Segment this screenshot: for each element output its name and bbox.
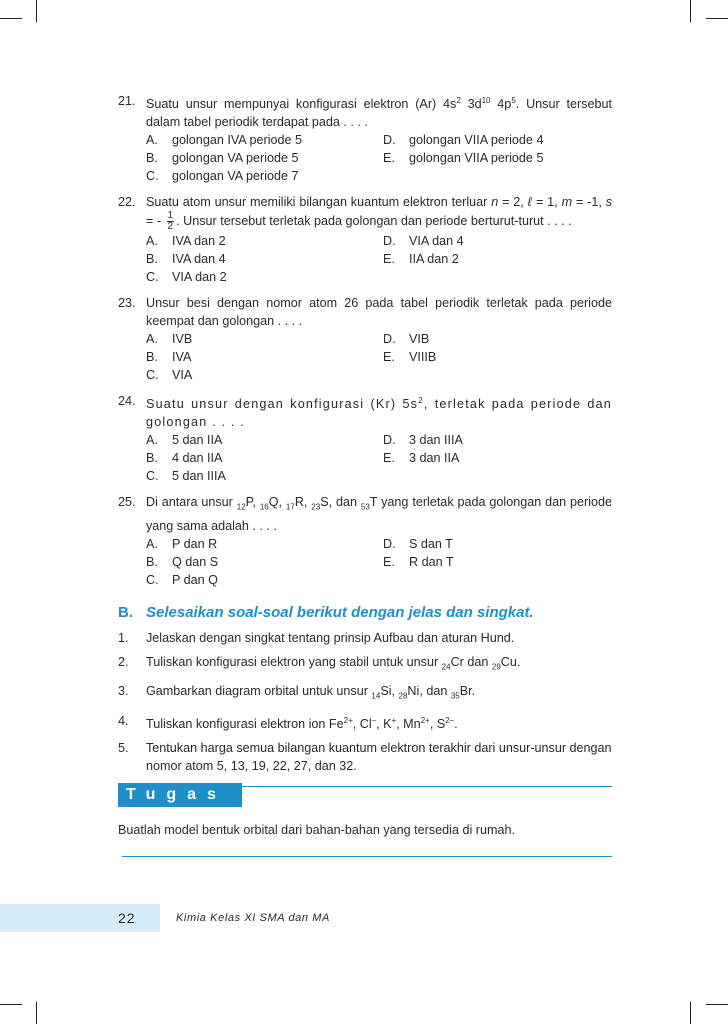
essay-question-2: 2. Tuliskan konfigurasi elektron yang stabil untuk unsur $_{24}$Cr dan $_{29}$Cu. [118,654,521,672]
page-content [118,92,612,857]
crop-mark [690,0,691,22]
tugas-header [118,783,612,809]
question-23 [118,294,612,384]
question-text: Suatu unsur mempunyai konfigurasi elektron (Ar) $4s^2$ $3d^{10}$ $4p^5$. Unsur tersebut dalam tabel periodik terdapat pada . . . . [146,96,612,130]
crop-mark [706,1004,728,1005]
essay-question-4: 4. Tuliskan konfigurasi elektron ion $Fe^{2+}$, Cl–, K+, $Mn^{2+}$, $S^{2-}$. [118,713,458,732]
question-number: 21. [118,94,136,108]
question-21 [118,92,612,185]
crop-mark [0,1004,22,1005]
question-number: 23. [118,296,136,311]
divider [242,786,612,787]
crop-mark [690,1002,691,1024]
divider [122,856,612,857]
options: A. P dan R B. Q dan S C. P dan Q D. S dan T E. R dan T [146,536,454,587]
essay-question-5: 5. Tentukan harga semua bilangan kuantum elektron terakhir dari unsur-unsur dengan nomor atom 5, 13, 19, 22, 27, dan 32. [118,741,612,774]
crop-mark [0,18,22,19]
options: A. IVA dan 2 B. IVA dan 4 C. VIA dan 2 D. VIA dan 4 E. IIA dan 2 [146,234,464,285]
question-24 [118,392,612,485]
crop-mark [36,1002,37,1024]
options: A. IVB B. IVA C. VIA D. VIB E. VIIIB [146,332,437,383]
question-25 [118,493,612,589]
book-title: Kimia Kelas XI SMA dan MA [176,912,330,924]
question-number: 24. [118,394,136,409]
tugas-text: Buatlah model bentuk orbital dari bahan-bahan yang tersedia di rumah. [118,823,515,838]
essay-question-1: 1. Jelaskan dengan singkat tentang prinsip Aufbau dan aturan Hund. [118,630,515,645]
fraction: $\frac{1}{2}$ [167,210,174,233]
crop-mark [36,0,37,22]
essay-question-3: 3. Gambarkan diagram orbital untuk unsur $_{14}$Si, $_{28}$Ni, dan $_{35}$Br. [118,684,476,701]
question-22 [118,193,612,286]
page-number: 22 [118,910,136,926]
tugas-label: Tugas [118,783,242,807]
question-text: Unsur besi dengan nomor atom 26 pada tabel periodik terletak pada periode keempat dan golongan . . . . [146,296,612,329]
question-number: 22. [118,195,136,210]
options: A. 5 dan IIA B. 4 dan IIA C. 5 dan IIIA D. 3 dan IIIA E. 3 dan IIA [146,433,463,484]
question-text: Suatu atom unsur memiliki bilangan kuantum elektron terluar n = 2, ℓ = 1, m = -1, s = - $\frac{1}{2}$ . Unsur tersebut terletak pada golongan dan periode berturut-turut . . . . [146,195,612,233]
footer-bar [0,904,160,932]
section-b-heading: B. Selesaikan soal-soal berikut dengan jelas dan singkat. [118,603,534,621]
crop-mark [706,18,728,19]
options: A. golongan IVA periode 5 B. golongan VA periode 5 C. golongan VA periode 7 D. golongan VIIA periode 4 E. golongan VIIA periode 5 [146,133,544,184]
question-number: 25. [118,495,136,510]
question-text: Di antara unsur $_{12}$P, $_{16}$Q, $_{17}$R, $_{23}$S, dan $_{53}$T yang terletak pada golongan dan periode yang sama adalah . . . . [146,495,612,533]
question-text: Suatu unsur dengan konfigurasi (Kr) $5s^2$, terletak pada periode dan golongan . . . . [146,396,613,430]
